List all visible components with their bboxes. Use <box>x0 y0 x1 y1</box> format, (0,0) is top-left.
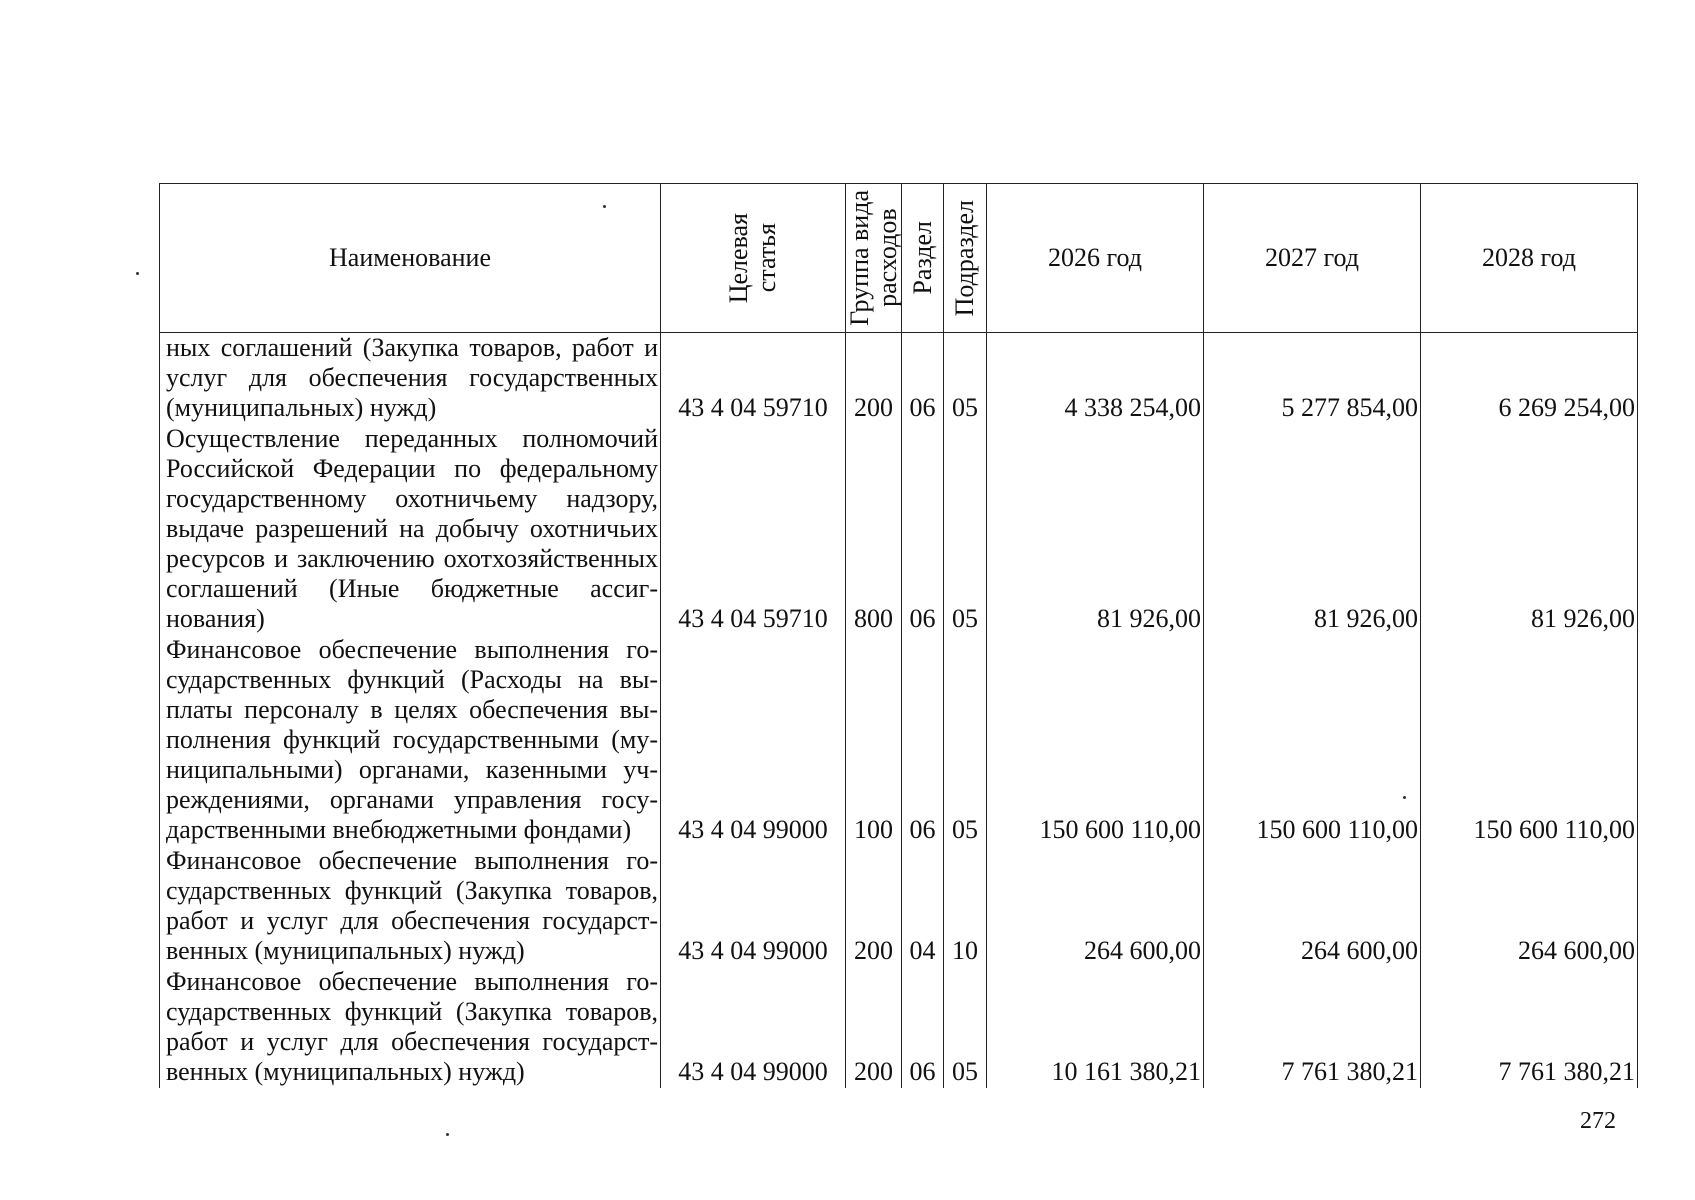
row-amount-2028: 150 600 110,00 <box>1421 635 1638 846</box>
row-target-article: 43 4 04 59710 <box>661 424 846 635</box>
row-amount-2026: 10 161 380,21 <box>987 967 1204 1088</box>
row-amount-2028: 264 600,00 <box>1421 846 1638 967</box>
row-amount-2028: 7 761 380,21 <box>1421 967 1638 1088</box>
header-row <box>160 184 1638 333</box>
row-expense-group: 200 <box>846 967 902 1088</box>
row-amount-2026: 264 600,00 <box>987 846 1204 967</box>
row-target-article: 43 4 04 59710 <box>661 333 846 425</box>
row-amount-2026: 81 926,00 <box>987 424 1204 635</box>
table-row <box>160 333 1638 425</box>
row-subsection: 05 <box>944 967 987 1088</box>
row-subsection: 05 <box>944 333 987 425</box>
page-number: 272 <box>1580 1108 1616 1134</box>
row-expense-group: 800 <box>846 424 902 635</box>
row-name: Финансовое обеспечение выполнения государственных функций (Расходы на выплаты персоналу в целях обеспечения выполнения функций государственными (муниципальными) органами, казенными учреждениями, органами управления государственными внебюджетными фондами) <box>160 635 661 846</box>
row-subsection: 05 <box>944 424 987 635</box>
header-year-2028: 2028 год <box>1421 184 1638 333</box>
header-subsection: Подраздел <box>944 184 987 333</box>
header-section: Раздел <box>902 184 944 333</box>
row-subsection: 10 <box>944 846 987 967</box>
table-row <box>160 424 1638 635</box>
row-target-article: 43 4 04 99000 <box>661 635 846 846</box>
row-expense-group: 200 <box>846 846 902 967</box>
row-amount-2026: 4 338 254,00 <box>987 333 1204 425</box>
row-name: Финансовое обеспечение выполнения государственных функций (Закупка товаров, работ и услуг для обеспечения государственных (муниципальных) нужд) <box>160 846 661 967</box>
scan-speck <box>136 272 139 275</box>
scan-speck <box>603 205 606 208</box>
table-row <box>160 846 1638 967</box>
row-expense-group: 200 <box>846 333 902 425</box>
header-expense-group: Группа вида расходов <box>846 184 902 333</box>
row-amount-2028: 6 269 254,00 <box>1421 333 1638 425</box>
row-subsection: 05 <box>944 635 987 846</box>
row-amount-2027: 264 600,00 <box>1204 846 1421 967</box>
header-year-2026: 2026 год <box>987 184 1204 333</box>
row-target-article: 43 4 04 99000 <box>661 967 846 1088</box>
row-section: 06 <box>902 333 944 425</box>
row-name: Осуществление переданных полномочий Российской Федерации по федеральному государственному охотничьему надзору, выдаче разрешений на добычу охотничьих ресурсов и заключению охотхозяйственных соглашений (Иные бюджетные ассигнования) <box>160 424 661 635</box>
row-expense-group: 100 <box>846 635 902 846</box>
row-name: ных соглашений (Закупка товаров, работ и услуг для обеспечения государственных (муниципальных) нужд) <box>160 333 661 425</box>
row-amount-2026: 150 600 110,00 <box>987 635 1204 846</box>
table-row <box>160 635 1638 846</box>
row-section: 06 <box>902 635 944 846</box>
row-section: 04 <box>902 846 944 967</box>
row-target-article: 43 4 04 99000 <box>661 846 846 967</box>
scan-speck <box>1403 796 1406 799</box>
scan-speck <box>446 1133 449 1136</box>
row-amount-2028: 81 926,00 <box>1421 424 1638 635</box>
header-name: Наименование <box>160 184 661 333</box>
row-amount-2027: 150 600 110,00 <box>1204 635 1421 846</box>
header-target-article: Целевая статья <box>661 184 846 333</box>
table-row <box>160 967 1638 1088</box>
row-section: 06 <box>902 967 944 1088</box>
row-amount-2027: 5 277 854,00 <box>1204 333 1421 425</box>
row-amount-2027: 7 761 380,21 <box>1204 967 1421 1088</box>
header-year-2027: 2027 год <box>1204 184 1421 333</box>
row-name: Финансовое обеспечение выполнения государственных функций (Закупка товаров, работ и услуг для обеспечения государственных (муниципальных) нужд) <box>160 967 661 1088</box>
row-section: 06 <box>902 424 944 635</box>
row-amount-2027: 81 926,00 <box>1204 424 1421 635</box>
budget-table <box>159 183 1638 1088</box>
